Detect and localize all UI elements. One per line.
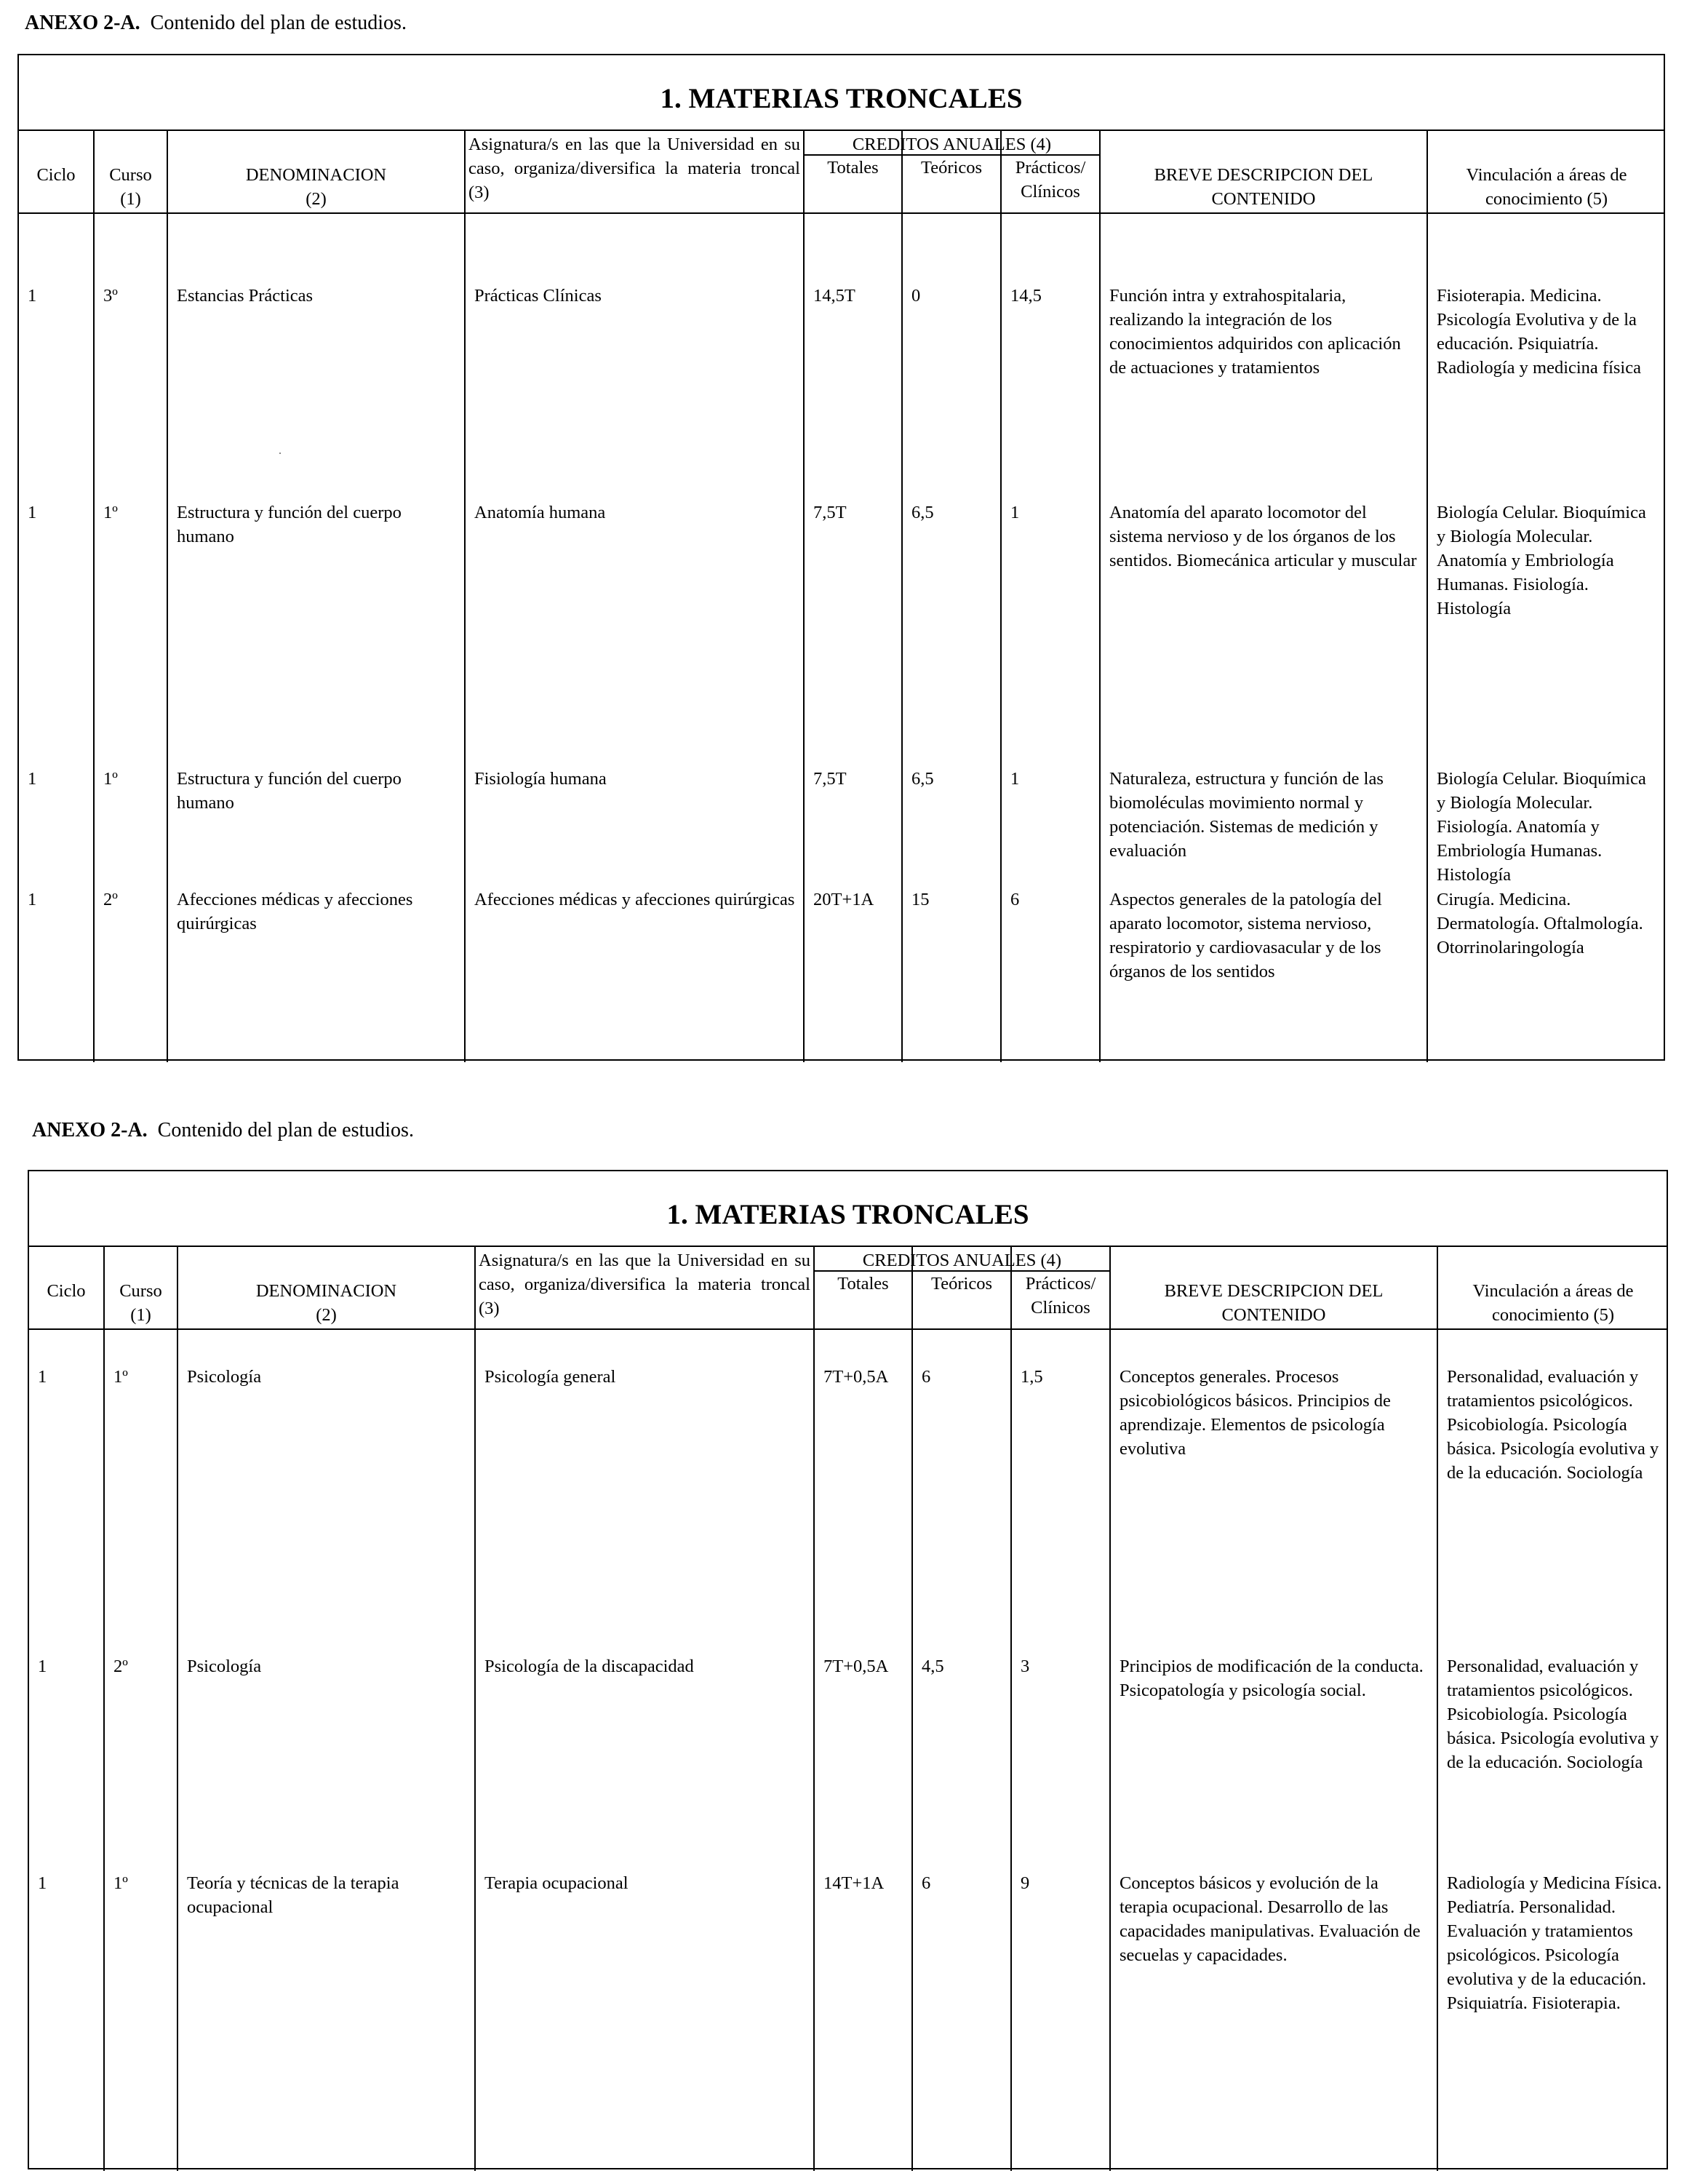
- table-banner: 1. MATERIAS TRONCALES: [19, 55, 1664, 131]
- cell-asignatura: Anatomía humana: [474, 503, 606, 522]
- header-asignatura: Asignatura/s en las que la Universidad en su caso, organiza/diversifica la materia troncal (3): [468, 135, 800, 202]
- column-divider: [1099, 131, 1101, 1062]
- header-divider: [19, 212, 1664, 214]
- cell-descripcion: Anatomía del aparato locomotor del sistema nervioso y de los órganos de los sentidos. Biomecánica articular y muscular: [1109, 503, 1417, 570]
- column-divider: [1437, 1247, 1438, 2171]
- cell-ciclo: 1: [28, 769, 37, 789]
- header-curso-note: (1): [120, 189, 141, 209]
- annex-title-bold: ANEXO 2-A.: [25, 12, 140, 34]
- cell-ciclo: 1: [38, 1873, 47, 1893]
- header-denominacion-note: (2): [316, 1305, 337, 1325]
- cell-asignatura: Psicología de la discapacidad: [484, 1657, 694, 1676]
- cell-totales: 14,5T: [813, 286, 855, 306]
- header-practicos: Prácticos/ Clínicos: [1015, 158, 1086, 202]
- cell-denominacion: Psicología: [187, 1657, 262, 1676]
- header-vinculacion: Vinculación a áreas de conocimiento (5): [1466, 165, 1627, 209]
- header-denominacion-note: (2): [306, 189, 327, 209]
- column-divider: [1109, 1247, 1111, 2171]
- scan-speck: [279, 453, 281, 454]
- cell-descripcion: Naturaleza, estructura y función de las biomoléculas movimiento normal y potenciación. Sistemas de medición y evaluación: [1109, 769, 1384, 861]
- cell-descripcion: Aspectos generales de la patología del aparato locomotor, sistema nervioso, respiratorio y cardiovasacular y de los órganos de los sentidos: [1109, 890, 1382, 981]
- cell-descripcion: Conceptos generales. Procesos psicobiológicos básicos. Principios de aprendizaje. Elementos de psicología evolutiva: [1120, 1367, 1391, 1459]
- cell-vinculacion: Fisioterapia. Medicina. Psicología Evolutiva y de la educación. Psiquiatría. Radiología y medicina física: [1437, 286, 1641, 378]
- cell-ciclo: 1: [28, 503, 37, 522]
- annex-title-bold: ANEXO 2-A.: [32, 1119, 148, 1141]
- column-divider: [464, 131, 466, 1062]
- cell-totales: 20T+1A: [813, 890, 874, 909]
- cell-vinculacion: Radiología y Medicina Física. Pediatría. Personalidad. Evaluación y tratamientos psicológicos. Psicología evolutiva y de la educación. Psiquiatría. Fisioterapia.: [1447, 1873, 1662, 2013]
- column-divider: [813, 1247, 815, 2171]
- cell-asignatura: Afecciones médicas y afecciones quirúrgicas: [474, 890, 795, 909]
- header-curso: Curso: [119, 1281, 162, 1301]
- cell-descripcion: Función intra y extrahospitalaria, realizando la integración de los conocimientos adquiridos con aplicación de actuaciones y tratamientos: [1109, 286, 1401, 378]
- cell-totales: 7T+0,5A: [823, 1367, 889, 1387]
- cell-descripcion: Principios de modificación de la conducta. Psicopatología y psicología social.: [1120, 1657, 1424, 1700]
- cell-teoricos: 4,5: [922, 1657, 944, 1676]
- header-asignatura: Asignatura/s en las que la Universidad en su caso, organiza/diversifica la materia troncal (3): [479, 1251, 810, 1318]
- column-divider: [167, 131, 168, 1062]
- cell-asignatura: Psicología general: [484, 1367, 616, 1387]
- cell-curso: 1º: [113, 1873, 128, 1893]
- cell-curso: 1º: [103, 769, 118, 789]
- cell-denominacion: Estancias Prácticas: [177, 286, 314, 306]
- cell-ciclo: 1: [28, 890, 37, 909]
- header-denominacion: DENOMINACION: [245, 165, 387, 185]
- cell-curso: 1º: [113, 1367, 128, 1387]
- cell-practicos: 1,5: [1021, 1367, 1043, 1387]
- column-divider: [93, 131, 95, 1062]
- column-divider: [474, 1247, 476, 2171]
- cell-teoricos: 6: [922, 1367, 931, 1387]
- cell-practicos: 1: [1010, 503, 1020, 522]
- header-ciclo: Ciclo: [36, 165, 76, 185]
- cell-ciclo: 1: [38, 1657, 47, 1676]
- cell-denominacion: Afecciones médicas y afecciones quirúrgicas: [177, 890, 413, 933]
- troncales-table: [17, 54, 1665, 1061]
- cell-denominacion: Estructura y función del cuerpo humano: [177, 503, 402, 546]
- column-divider: [803, 131, 805, 1062]
- cell-denominacion: Teoría y técnicas de la terapia ocupacional: [187, 1873, 399, 1917]
- cell-totales: 7,5T: [813, 503, 847, 522]
- cell-vinculacion: Personalidad, evaluación y tratamientos psicológicos. Psicobiología. Psicología básica. Psicología evolutiva y de la educación. Sociología: [1447, 1657, 1659, 1772]
- cell-practicos: 14,5: [1010, 286, 1042, 306]
- header-teoricos: Teóricos: [930, 1274, 992, 1294]
- cell-asignatura: Terapia ocupacional: [484, 1873, 628, 1893]
- cell-ciclo: 1: [28, 286, 37, 306]
- cell-vinculacion: Personalidad, evaluación y tratamientos psicológicos. Psicobiología. Psicología básica. Psicología evolutiva y de la educación. Sociología: [1447, 1367, 1659, 1483]
- header-ciclo: Ciclo: [47, 1281, 86, 1301]
- cell-ciclo: 1: [38, 1367, 47, 1387]
- header-teoricos: Teóricos: [920, 158, 982, 178]
- header-creditos: CREDITOS ANUALES (4): [862, 1251, 1062, 1270]
- table-banner: 1. MATERIAS TRONCALES: [29, 1171, 1667, 1247]
- cell-vinculacion: Cirugía. Medicina. Dermatología. Oftalmología. Otorrinolaringología: [1437, 890, 1643, 957]
- cell-teoricos: 6,5: [911, 503, 934, 522]
- header-divider: [29, 1328, 1667, 1330]
- cell-practicos: 1: [1010, 769, 1020, 789]
- header-descripcion: BREVE DESCRIPCION DEL CONTENIDO: [1164, 1281, 1384, 1325]
- header-vinculacion: Vinculación a áreas de conocimiento (5): [1472, 1281, 1634, 1325]
- cell-teoricos: 6,5: [911, 769, 934, 789]
- annex-title: [32, 1119, 414, 1142]
- column-divider: [1426, 131, 1428, 1062]
- cell-teoricos: 0: [911, 286, 921, 306]
- cell-practicos: 6: [1010, 890, 1020, 909]
- cell-vinculacion: Biología Celular. Bioquímica y Biología Molecular. Fisiología. Anatomía y Embriología Humanas. Histología: [1437, 769, 1646, 885]
- cell-curso: 2º: [113, 1657, 128, 1676]
- cell-curso: 3º: [103, 286, 118, 306]
- cell-practicos: 3: [1021, 1657, 1030, 1676]
- header-curso-note: (1): [130, 1305, 151, 1325]
- cell-curso: 2º: [103, 890, 118, 909]
- column-divider: [1010, 1247, 1012, 2171]
- cell-denominacion: Estructura y función del cuerpo humano: [177, 769, 402, 813]
- troncales-table: [28, 1170, 1668, 2169]
- header-totales: Totales: [827, 158, 879, 178]
- cell-curso: 1º: [103, 503, 118, 522]
- column-divider: [103, 1247, 105, 2171]
- cell-vinculacion: Biología Celular. Bioquímica y Biología Molecular. Anatomía y Embriología Humanas. Fisiología. Histología: [1437, 503, 1646, 618]
- cell-asignatura: Prácticas Clínicas: [474, 286, 602, 306]
- annex-title-text: Contenido del plan de estudios.: [157, 1119, 414, 1141]
- cell-denominacion: Psicología: [187, 1367, 262, 1387]
- column-divider: [911, 1247, 913, 2171]
- cell-asignatura: Fisiología humana: [474, 769, 607, 789]
- header-curso: Curso: [109, 165, 152, 185]
- header-totales: Totales: [837, 1274, 889, 1294]
- header-denominacion: DENOMINACION: [255, 1281, 397, 1301]
- cell-descripcion: Conceptos básicos y evolución de la terapia ocupacional. Desarrollo de las capacidades manipulativas. Evaluación de secuelas y capacidades.: [1120, 1873, 1421, 1965]
- column-divider: [901, 131, 903, 1062]
- cell-teoricos: 6: [922, 1873, 931, 1893]
- header-descripcion: BREVE DESCRIPCION DEL CONTENIDO: [1154, 165, 1373, 209]
- cell-teoricos: 15: [911, 890, 930, 909]
- header-creditos: CREDITOS ANUALES (4): [852, 135, 1052, 154]
- header-practicos: Prácticos/ Clínicos: [1025, 1274, 1096, 1318]
- cell-practicos: 9: [1021, 1873, 1030, 1893]
- annex-title-text: Contenido del plan de estudios.: [150, 12, 407, 34]
- column-divider: [177, 1247, 178, 2171]
- cell-totales: 14T+1A: [823, 1873, 885, 1893]
- column-divider: [1000, 131, 1002, 1062]
- cell-totales: 7,5T: [813, 769, 847, 789]
- cell-totales: 7T+0,5A: [823, 1657, 889, 1676]
- annex-title: [25, 12, 407, 35]
